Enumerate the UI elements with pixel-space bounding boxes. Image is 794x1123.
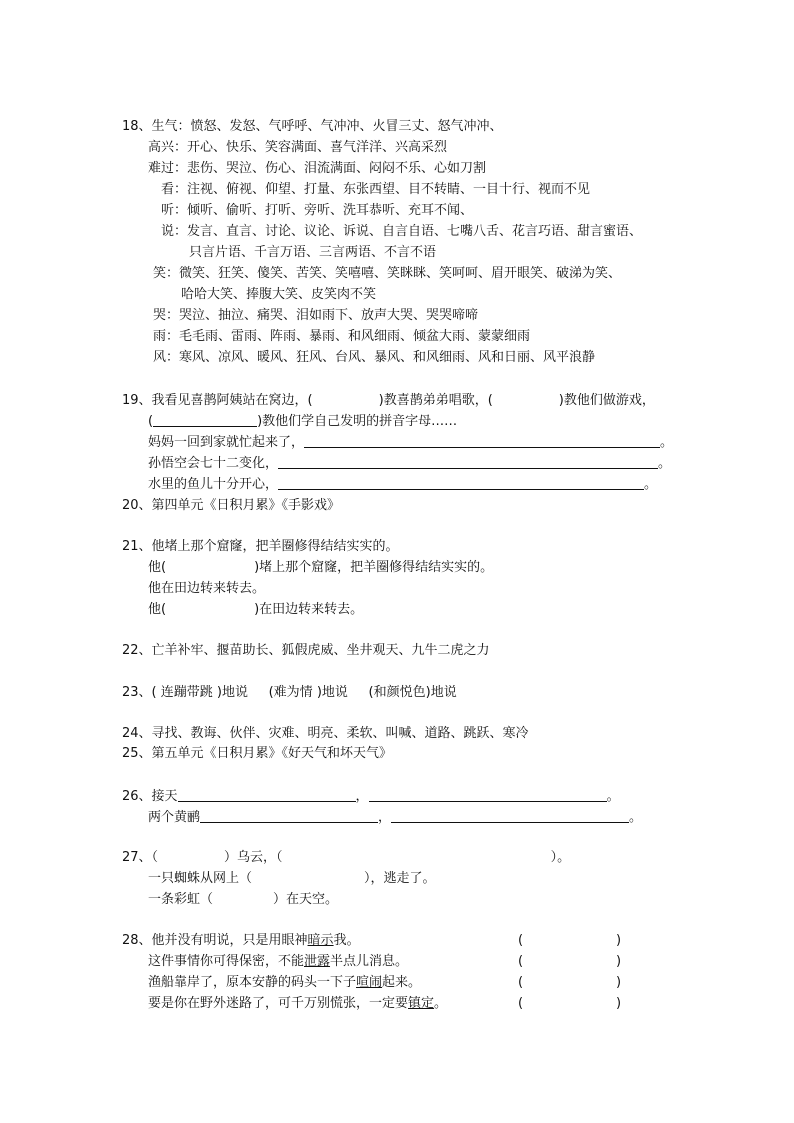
q21-line-3: 他在田边转来转去。 [148,581,266,596]
q19-line-3: 妈妈一回到家就忙起来了， 。 [148,435,674,450]
q19-blank[interactable] [153,412,257,427]
q21-line-1: 21、他堵上那个窟窿，把羊圈修得结结实实的。 [122,539,399,554]
q26-blank-1a[interactable] [178,787,356,802]
q18-xiao: 笑：微笑、狂笑、傻笑、苦笑、笑嘻嘻、笑眯眯、笑呵呵、眉开眼笑、破涕为笑、 [153,266,622,281]
q18-xiao-cont: 哈哈大笑、捧腹大笑、皮笑肉不笑 [181,287,377,302]
q28-line-2: 这件事情你可得保密，不能泄露半点儿消息。 [148,954,409,969]
q28-marked-word-3: 喧闹 [356,975,383,990]
q28-answer-open-2: ( [518,954,524,969]
q18-line-shengqi [122,117,503,137]
q18-gaoxing: 高兴：开心、快乐、笑容满面、喜气洋洋、兴高采烈 [148,140,448,155]
q26-blank-2a[interactable] [200,808,378,823]
q28-marked-word-4: 镇定 [408,996,435,1011]
q26-blank-2b[interactable] [391,808,629,823]
q26-blank-1b[interactable] [369,787,607,802]
q22: 22、亡羊补牢、揠苗助长、狐假虎威、坐井观天、九牛二虎之力 [122,643,490,658]
q18-shuo-cont: 只言片语、千言万语、三言两语、不言不语 [189,245,437,260]
q21-line-2: 他( )堵上那个窟窿，把羊圈修得结结实实的。 [148,560,494,575]
q28-marked-word-1: 暗示 [307,933,334,948]
q28-answer-open-1: ( [518,933,524,948]
q20: 20、第四单元《日积月累》《手影戏》 [122,498,341,513]
q18-shengqi: 生气：愤怒、发怒、气呼呼、气冲冲、火冒三丈、怒气冲冲、 [151,119,503,134]
q28-line-4: 要是你在野外迷路了，可千万别慌张，一定要镇定。 [148,996,448,1011]
q18-kan: 看：注视、俯视、仰望、打量、东张西望、目不转睛、一目十行、视而不见 [161,182,591,197]
q19-line-2: ( )教他们学自己发明的拼音字母…… [148,414,458,429]
q27-line-1: 27、（ ）乌云，（ ）。 [122,850,571,865]
q28-line-3: 渔船靠岸了，原本安静的码头一下子喧闹起来。 [148,975,422,990]
q19-line-1: 19、我看见喜鹊阿姨站在窝边，( )教喜鹊弟弟唱歌，( )教他们做游戏， [122,393,655,408]
q21-line-4: 他( )在田边转来转去。 [148,602,364,617]
q27-line-3: 一条彩虹（ ）在天空。 [148,892,339,907]
q27-line-2: 一只蜘蛛从网上（ ），逃走了。 [148,871,436,886]
q19-answer-line-1[interactable] [304,433,660,448]
q18-yu: 雨：毛毛雨、雷雨、阵雨、暴雨、和风细雨、倾盆大雨、蒙蒙细雨 [153,329,531,344]
q25: 25、第五单元《日积月累》《好天气和坏天气》 [122,746,393,761]
q18-shuo: 说：发言、直言、讨论、议论、诉说、自言自语、七嘴八舌、花言巧语、甜言蜜语、 [161,224,643,239]
q28-answer-open-3: ( [518,975,524,990]
q28-answer-open-4: ( [518,996,524,1011]
q19-line-5: 水里的鱼儿十分开心， 。 [148,477,658,492]
q28-answer-close-3: ) [616,975,622,990]
q18-number: 18、 [122,119,152,134]
q26-line-1: 26、接天 ， 。 [122,789,620,804]
q28-answer-close-1: ) [616,933,622,948]
q26-line-2: 两个黄鹂 ， 。 [148,810,643,825]
q19-line-4: 孙悟空会七十二变化， 。 [148,456,672,471]
q28-answer-close-2: ) [616,954,622,969]
q19-answer-line-3[interactable] [278,475,644,490]
q19-answer-line-2[interactable] [278,454,658,469]
q24: 24、寻找、教诲、伙伴、灾难、明亮、柔软、叫喊、道路、跳跃、寒冷 [122,726,529,741]
q18-ku: 哭：哭泣、抽泣、痛哭、泪如雨下、放声大哭、哭哭啼啼 [153,308,479,323]
q28-marked-word-2: 泄露 [304,954,331,969]
q18-nanguo: 难过：悲伤、哭泣、伤心、泪流满面、闷闷不乐、心如刀割 [148,161,487,176]
q28-line-1: 28、他并没有明说，只是用眼神暗示我。 [122,933,360,948]
q18-feng: 风：寒风、凉风、暖风、狂风、台风、暴风、和风细雨、风和日丽、风平浪静 [153,350,596,365]
q18-ting: 听：倾听、偷听、打听、旁听、洗耳恭听、充耳不闻、 [161,203,474,218]
q28-answer-close-4: ) [616,996,622,1011]
q23: 23、( 连蹦带跳 )地说 (难为情 )地说 (和颜悦色)地说 [122,685,457,700]
